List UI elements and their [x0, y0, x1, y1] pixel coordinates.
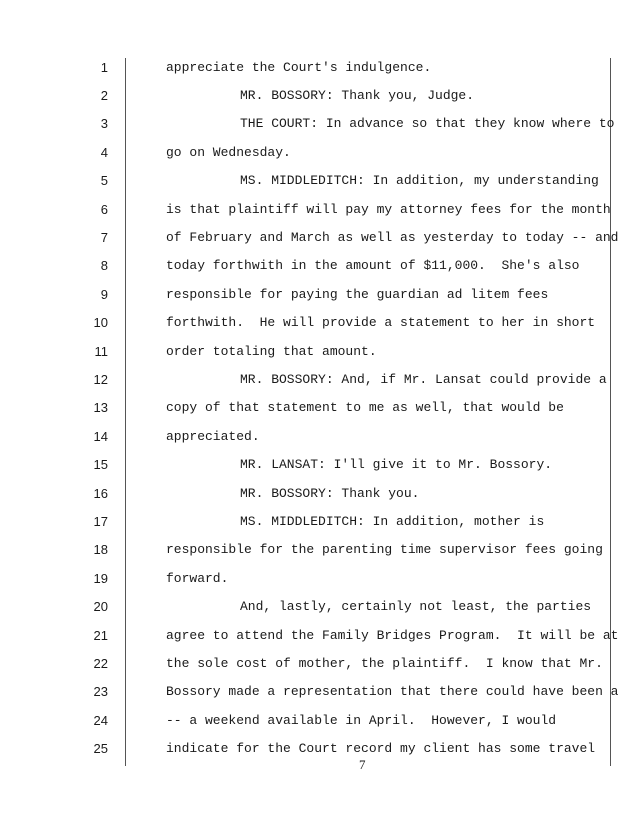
transcript-line: [0, 626, 638, 646]
line-number: 17: [93, 514, 108, 529]
line-number: 5: [100, 173, 108, 188]
transcript-line: [0, 200, 638, 220]
transcript-line: [0, 313, 638, 333]
page-number: 7: [359, 757, 366, 772]
transcript-line: [0, 228, 638, 248]
transcript-line: [0, 143, 638, 163]
line-number: 8: [100, 258, 108, 273]
line-text: today forthwith in the amount of $11,000. She's also: [166, 258, 580, 273]
transcript-line: [0, 427, 638, 447]
line-text: MR. BOSSORY: Thank you, Judge.: [240, 88, 475, 103]
line-text: indicate for the Court record my client has some travel: [166, 741, 596, 756]
transcript-line: [0, 711, 638, 731]
transcript-line: [0, 739, 638, 759]
line-text: responsible for paying the guardian ad litem fees: [166, 287, 549, 302]
line-number: 25: [93, 741, 108, 756]
line-number: 1: [100, 60, 108, 75]
line-text: MR. LANSAT: I'll give it to Mr. Bossory.: [240, 457, 553, 472]
line-text: Bossory made a representation that there could have been a: [166, 684, 619, 699]
line-text: the sole cost of mother, the plaintiff. I know that Mr.: [166, 656, 603, 671]
line-text: go on Wednesday.: [166, 145, 291, 160]
transcript-line: [0, 484, 638, 504]
line-text: appreciate the Court's indulgence.: [166, 60, 432, 75]
transcript-line: [0, 540, 638, 560]
line-number: 12: [93, 372, 108, 387]
line-text: of February and March as well as yesterday to today -- and: [166, 230, 619, 245]
line-text: MR. BOSSORY: And, if Mr. Lansat could provide a: [240, 372, 607, 387]
transcript-line: [0, 285, 638, 305]
line-text: is that plaintiff will pay my attorney fees for the month: [166, 202, 611, 217]
line-text: -- a weekend available in April. However, I would: [166, 713, 557, 728]
line-text: MR. BOSSORY: Thank you.: [240, 486, 420, 501]
line-number: 10: [93, 315, 108, 330]
line-text: And, lastly, certainly not least, the parties: [240, 599, 592, 614]
line-text: MS. MIDDLEDITCH: In addition, my understanding: [240, 173, 599, 188]
line-text: THE COURT: In advance so that they know where to: [240, 116, 615, 131]
line-number: 6: [100, 202, 108, 217]
line-number: 24: [93, 713, 108, 728]
transcript-line: [0, 86, 638, 106]
line-number: 20: [93, 599, 108, 614]
transcript-line: [0, 256, 638, 276]
transcript-line: [0, 569, 638, 589]
line-text: forthwith. He will provide a statement to her in short: [166, 315, 596, 330]
line-text: agree to attend the Family Bridges Program. It will be at: [166, 628, 619, 643]
line-text: responsible for the parenting time supervisor fees going: [166, 542, 603, 557]
transcript-line: [0, 398, 638, 418]
line-number: 7: [100, 230, 108, 245]
line-text: order totaling that amount.: [166, 344, 377, 359]
transcript-line: [0, 455, 638, 475]
line-number: 13: [93, 400, 108, 415]
transcript-line: [0, 597, 638, 617]
line-number: 11: [94, 344, 108, 359]
transcript-line: [0, 654, 638, 674]
line-number: 18: [93, 542, 108, 557]
line-number: 15: [93, 457, 108, 472]
transcript-line: [0, 512, 638, 532]
transcript-line: [0, 171, 638, 191]
line-number: 22: [93, 656, 108, 671]
line-number: 21: [93, 628, 108, 643]
line-number: 2: [100, 88, 108, 103]
line-text: MS. MIDDLEDITCH: In addition, mother is: [240, 514, 545, 529]
line-number: 3: [100, 116, 108, 131]
transcript-line: [0, 342, 638, 362]
transcript-line: [0, 58, 638, 78]
line-number: 4: [100, 145, 108, 160]
line-number: 23: [93, 684, 108, 699]
line-text: appreciated.: [166, 429, 260, 444]
transcript-line: [0, 114, 638, 134]
line-number: 19: [93, 571, 108, 586]
line-number: 14: [93, 429, 108, 444]
line-number: 16: [93, 486, 108, 501]
line-text: forward.: [166, 571, 229, 586]
line-number: 9: [100, 287, 108, 302]
transcript-line: [0, 682, 638, 702]
transcript-line: [0, 370, 638, 390]
line-text: copy of that statement to me as well, that would be: [166, 400, 564, 415]
